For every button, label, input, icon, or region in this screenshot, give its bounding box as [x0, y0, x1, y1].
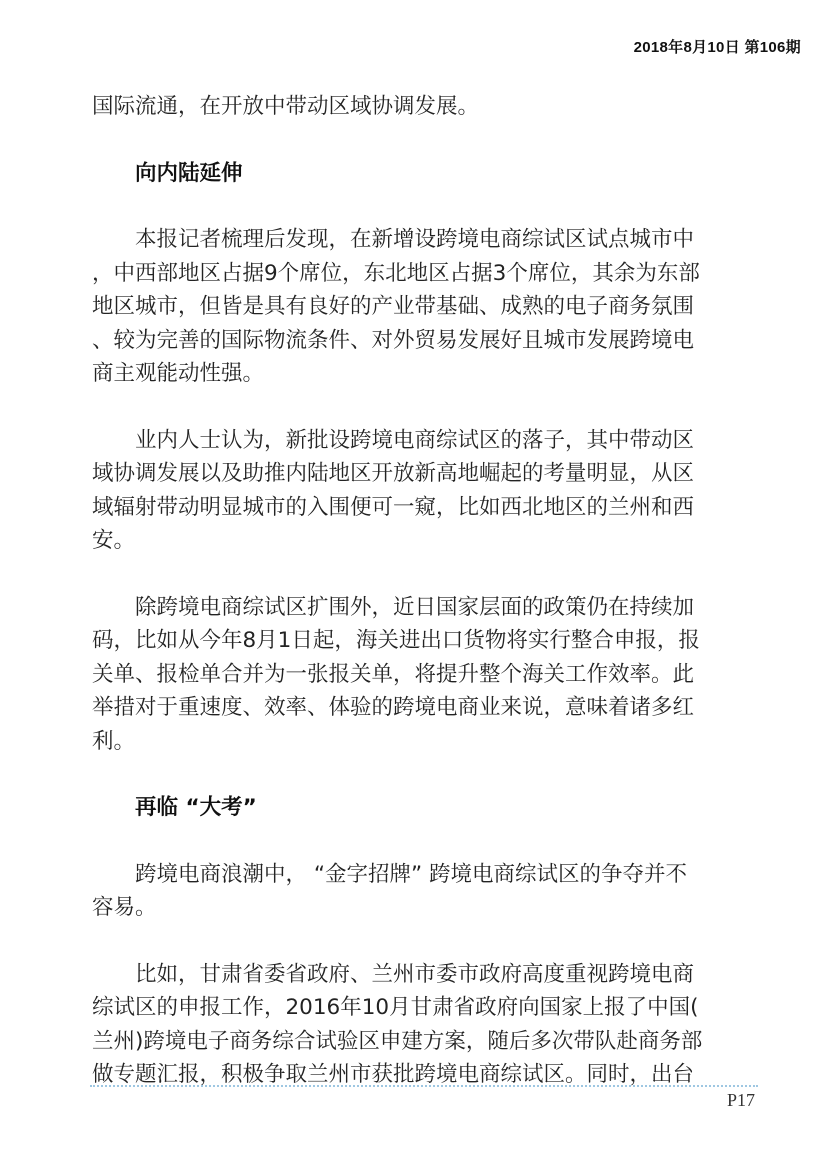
text-line: 容易。	[92, 895, 157, 920]
text-line: 关单、报检单合并为一张报关单，将提升整个海关工作效率。此	[92, 661, 695, 687]
section-heading-inland	[92, 157, 742, 191]
issue-date: 2018年8月10日 第106期	[633, 39, 801, 56]
text-line: 做专题汇报，积极争取兰州市获批跨境电商综试区。同时，出台	[92, 1062, 695, 1087]
text-line: ，中西部地区占据9个席位，东北地区占据3个席位，其余为东部	[92, 260, 700, 286]
text-line: 比如，甘肃省委省政府、兰州市委市政府高度重视跨境电商	[135, 961, 695, 987]
text-line: 综试区的申报工作，2016年10月甘肃省政府向国家上报了中国(	[92, 995, 699, 1020]
text-line: 、较为完善的国际物流条件、对外贸易发展好且城市发展跨境电	[92, 327, 695, 353]
footer-divider	[90, 1085, 758, 1087]
page-number: P17	[726, 1090, 755, 1110]
text-line: 除跨境电商综试区扩围外，近日国家层面的政策仍在持续加	[135, 594, 695, 620]
text-line: 码，比如从今年8月1日起，海关进出口货物将实行整合申报，报	[92, 628, 700, 653]
text-line: 地区城市，但皆是具有良好的产业带基础、成熟的电子商务氛围	[92, 294, 695, 319]
text-line: 安。	[92, 528, 136, 553]
text-line: 兰州)跨境电子商务综合试验区申建方案，随后多次带队赴商务部	[92, 1028, 703, 1054]
section-heading-exam	[92, 791, 742, 825]
text-line: 利。	[92, 728, 136, 754]
text-line: 跨境电商浪潮中， “金字招牌” 跨境电商综试区的争夺并不	[135, 861, 687, 887]
text-line: 业内人士认为，新批设跨境电商综试区的落子，其中带动区	[135, 427, 695, 453]
paragraph-4	[92, 858, 742, 925]
text-line: 域辐射带动明显城市的入围便可一窥，比如西北地区的兰州和西	[92, 494, 695, 520]
text-line: 商主观能动性强。	[92, 361, 265, 386]
paragraph-2	[92, 424, 742, 558]
text-line: 域协调发展以及助推内陆地区开放新高地崛起的考量明显，从区	[92, 461, 695, 486]
heading-text: 向内陆延伸	[135, 160, 243, 186]
text-line: 本报记者梳理后发现，在新增设跨境电商综试区试点城市中	[135, 227, 695, 252]
paragraph-5	[92, 958, 742, 1092]
text-line: 国际流通，在开放中带动区域协调发展。	[92, 94, 480, 119]
intro-paragraph	[92, 90, 742, 124]
article-body	[92, 90, 742, 1092]
paragraph-3	[92, 591, 742, 759]
paragraph-1	[92, 223, 742, 391]
text-line: 举措对于重速度、效率、体验的跨境电商业来说，意味着诸多红	[92, 695, 695, 720]
heading-text: 再临 “大考”	[135, 795, 257, 820]
